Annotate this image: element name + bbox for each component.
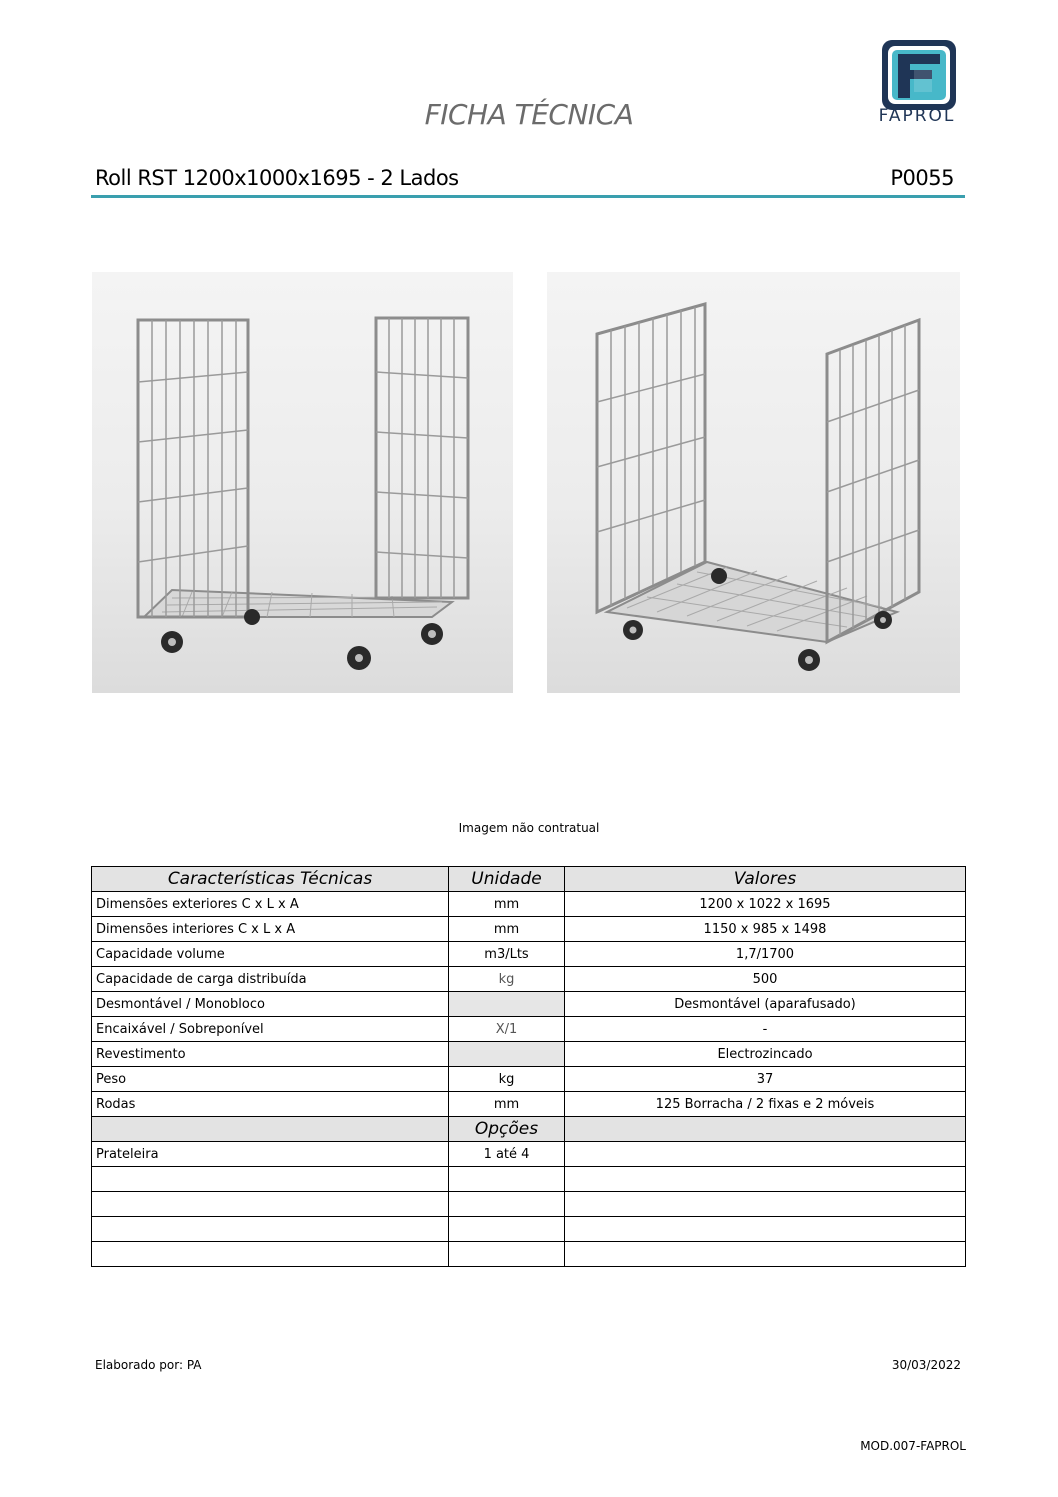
option-unit [449, 1192, 565, 1217]
options-header-blank-right [565, 1117, 966, 1142]
row-unit [449, 992, 565, 1017]
row-label: Dimensões exteriores C x L x A [92, 892, 449, 917]
row-unit: mm [449, 1092, 565, 1117]
row-label: Dimensões interiores C x L x A [92, 917, 449, 942]
options-header-row [92, 1117, 966, 1142]
option-value [565, 1167, 966, 1192]
table-header-row [92, 867, 966, 892]
row-unit: kg [449, 1067, 565, 1092]
option-unit [449, 1217, 565, 1242]
document-date: 30/03/2022 [891, 1358, 961, 1372]
row-value: - [565, 1017, 966, 1042]
header-characteristics: Características Técnicas [92, 867, 449, 892]
table-row [92, 1067, 966, 1092]
table-row [92, 992, 966, 1017]
row-unit: mm [449, 917, 565, 942]
row-value: 1,7/1700 [565, 942, 966, 967]
table-row [92, 892, 966, 917]
table-row [92, 1042, 966, 1067]
row-value: 1200 x 1022 x 1695 [565, 892, 966, 917]
row-value: 1150 x 985 x 1498 [565, 917, 966, 942]
title-divider [91, 195, 965, 198]
prepared-by: Elaborado por: PA [95, 1358, 202, 1372]
header-values: Valores [565, 867, 966, 892]
row-value: Electrozincado [565, 1042, 966, 1067]
row-label: Desmontável / Monobloco [92, 992, 449, 1017]
document-title: FICHA TÉCNICA [424, 98, 634, 131]
option-label [92, 1217, 449, 1242]
table-row [92, 1142, 966, 1167]
model-reference: MOD.007-FAPROL [860, 1439, 966, 1453]
option-label: Prateleira [92, 1142, 449, 1167]
option-value [565, 1192, 966, 1217]
table-row [92, 917, 966, 942]
option-unit [449, 1167, 565, 1192]
table-row [92, 942, 966, 967]
option-unit: 1 até 4 [449, 1142, 565, 1167]
specification-table [91, 866, 966, 1267]
product-code: P0055 [890, 166, 954, 190]
table-row [92, 1217, 966, 1242]
option-label [92, 1242, 449, 1267]
options-header-blank-left [92, 1117, 449, 1142]
row-value: Desmontável (aparafusado) [565, 992, 966, 1017]
row-label: Revestimento [92, 1042, 449, 1067]
row-value: 125 Borracha / 2 fixas e 2 móveis [565, 1092, 966, 1117]
row-unit: X/1 [449, 1017, 565, 1042]
row-value: 500 [565, 967, 966, 992]
row-label: Capacidade volume [92, 942, 449, 967]
product-name: Roll RST 1200x1000x1695 - 2 Lados [95, 166, 459, 190]
row-value: 37 [565, 1067, 966, 1092]
table-row [92, 1017, 966, 1042]
table-row [92, 1242, 966, 1267]
row-label: Capacidade de carga distribuída [92, 967, 449, 992]
table-row [92, 967, 966, 992]
row-label: Rodas [92, 1092, 449, 1117]
option-label [92, 1192, 449, 1217]
header-unit: Unidade [449, 867, 565, 892]
option-value [565, 1142, 966, 1167]
row-label: Encaixável / Sobreponível [92, 1017, 449, 1042]
option-label [92, 1167, 449, 1192]
row-unit [449, 1042, 565, 1067]
row-unit: kg [449, 967, 565, 992]
options-header: Opções [449, 1117, 565, 1142]
table-row [92, 1092, 966, 1117]
row-unit: mm [449, 892, 565, 917]
row-unit: m3/Lts [449, 942, 565, 967]
table-row [92, 1192, 966, 1217]
option-unit [449, 1242, 565, 1267]
brand-wordmark: FAPROL [878, 106, 956, 126]
table-row [92, 1167, 966, 1192]
option-value [565, 1242, 966, 1267]
product-image-front [92, 272, 513, 693]
row-label: Peso [92, 1067, 449, 1092]
product-image-angled [547, 272, 960, 693]
option-value [565, 1217, 966, 1242]
image-disclaimer: Imagem não contratual [458, 821, 600, 835]
